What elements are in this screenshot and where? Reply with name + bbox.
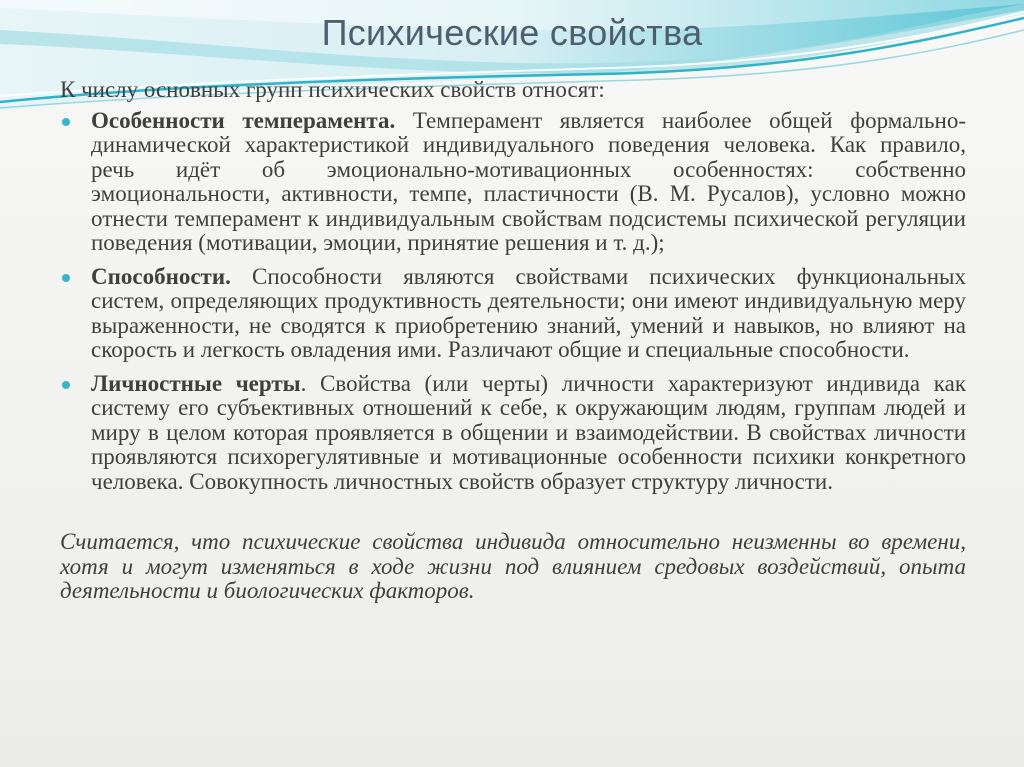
term-personality-traits: Личностные черты xyxy=(91,370,301,396)
property-groups-list xyxy=(60,109,966,495)
conclusion-text: Считается, что психические свойства индивида относительно неизменны во времени, хотя и могут изменяться в ходе жизни под влиянием средовых воздействий, опыта деятельности и биологических факторов. xyxy=(60,529,966,603)
list-item-temperament xyxy=(60,109,966,256)
slide-title: Психические свойства xyxy=(321,12,703,53)
description-abilities: Способности являются свойствами психических функциональных систем, определяющих продуктивность деятельности; они имеют индивидуальную меру выраженности, не сводятся к приобретению знаний, умений и навыков, но влияют на скорость и легкость овладения ими. Различают общие и специальные способности. xyxy=(91,263,966,362)
slide-body xyxy=(60,78,966,627)
description-temperament: Темперамент является наиболее общей формально-динамической характеристикой индивидуального поведения человека. Как правило, речь идёт об эмоционально-мотивационных особенностях: собственно эмоциональности, активности, темпе, пластичности (В. М. Русалов), условно можно отнести темперамент к индивидуальным свойствам подсистемы психической регуляции поведения (мотивации, эмоции, принятие решения и т. д.); xyxy=(91,107,966,255)
bullet-icon xyxy=(62,381,70,389)
bullet-icon xyxy=(62,274,70,282)
bullet-icon xyxy=(62,118,70,126)
intro-text: К числу основных групп психических свойств относят: xyxy=(60,77,605,102)
description-personality-traits: . Свойства (или черты) личности характеризуют индивида как систему его субъективных отношений к себе, к окружающим людям, группам людей и миру в целом которая проявляется в общении и взаимодействии. В свойствах личности проявляются психорегулятивные и мотивационные особенности психики конкретного человека. Совокупность личностных свойств образует структуру личности. xyxy=(91,370,967,494)
list-item-abilities xyxy=(60,265,966,363)
term-abilities: Способности. xyxy=(91,263,231,289)
term-temperament: Особенности темперамента. xyxy=(91,107,396,133)
list-item-personality-traits xyxy=(60,372,966,495)
